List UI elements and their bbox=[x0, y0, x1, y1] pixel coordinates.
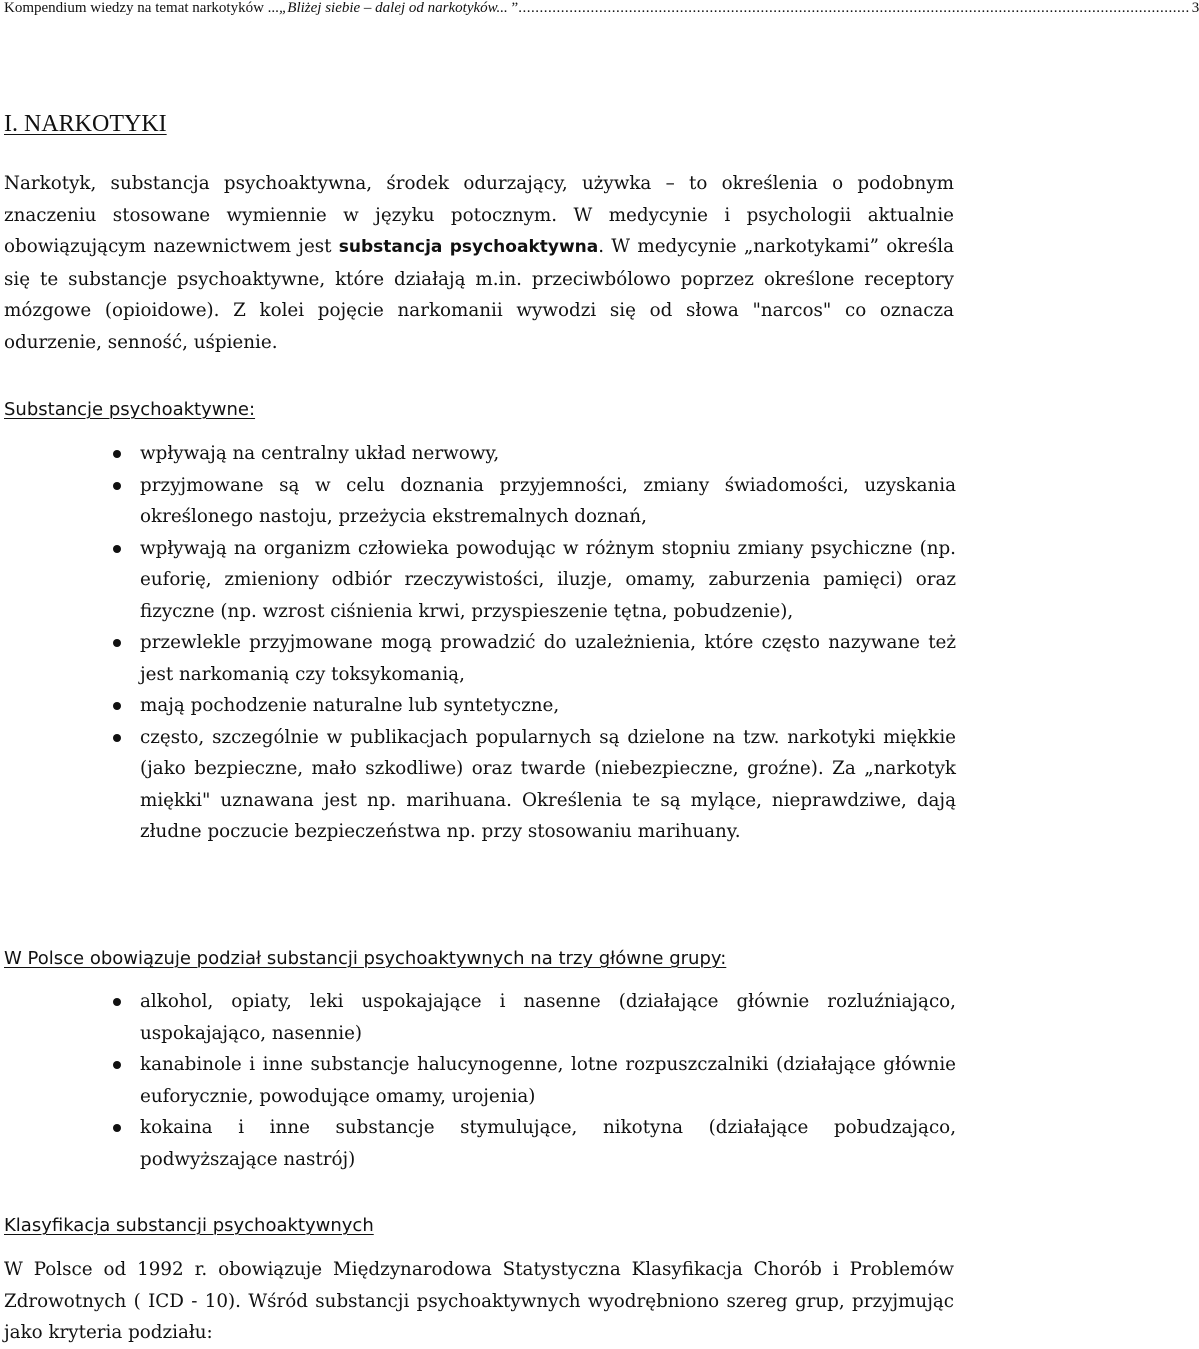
toc-entry-title: Kompendium wiedzy na temat narkotyków ...„Bliżej siebie – dalej od narkotyków... ” bbox=[4, 0, 519, 16]
list-item: przyjmowane są w celu doznania przyjemności, zmiany świadomości, uzyskania określonego nastoju, przeżycia ekstremalnych doznań, bbox=[0, 470, 956, 533]
psychoactive-heading: Substancje psychoaktywne: bbox=[4, 399, 256, 420]
list-item: wpływają na centralny układ nerwowy, bbox=[0, 438, 956, 470]
bullet-icon bbox=[113, 702, 121, 710]
bullet-icon bbox=[113, 482, 121, 490]
chapter-heading: I. NARKOTYKI bbox=[4, 111, 167, 137]
intro-term-bold: substancja psychoaktywna bbox=[338, 237, 599, 257]
bullet-icon bbox=[113, 545, 121, 553]
list-item: wpływają na organizm człowieka powodując w różnym stopniu zmiany psychiczne (np. euforię, zmieniony odbiór rzeczywistości, iluzje, omamy, zaburzenia pamięci) oraz fizyczne (np. wzrost ciśnienia krwi, przyspieszenie tętna, pobudzenie), bbox=[0, 533, 956, 628]
toc-entry[interactable] bbox=[4, 0, 1199, 18]
list-item: mają pochodzenie naturalne lub syntetyczne, bbox=[0, 690, 956, 722]
intro-text-part2: . W medycynie „narkotykami” określa się te substancje psychoaktywne, które działają m.in. przeciwbólowo poprzez określone receptory mózgowe (opioidowe). Z kolei pojęcie narkomanii wywodzi się od słowa "narcos" co oznacza odurzenie, senność, uśpienie. bbox=[4, 236, 954, 353]
classification-heading: Klasyfikacja substancji psychoaktywnych bbox=[4, 1215, 374, 1236]
list-item: alkohol, opiaty, leki uspokajające i nasenne (działające głównie rozluźniająco, uspokajająco, nasennie) bbox=[0, 986, 956, 1049]
psychoactive-list bbox=[0, 438, 956, 848]
list-item: kokaina i inne substancje stymulujące, nikotyna (działające pobudzająco, podwyższające nastrój) bbox=[0, 1112, 956, 1175]
list-item: kanabinole i inne substancje halucynogenne, lotne rozpuszczalniki (działające głównie euforycznie, powodujące omamy, urojenia) bbox=[0, 1049, 956, 1112]
classification-paragraph: W Polsce od 1992 r. obowiązuje Międzynarodowa Statystyczna Klasyfikacja Chorób i Problemów Zdrowotnych ( ICD - 10). Wśród substancji psychoaktywnych wyodrębniono szereg grup, przyjmując jako kryteria podziału: bbox=[4, 1259, 954, 1343]
bullet-icon bbox=[113, 1061, 121, 1069]
toc-page-number: 3 bbox=[1191, 0, 1199, 16]
bullet-icon bbox=[113, 1124, 121, 1132]
groups-heading: W Polsce obowiązuje podział substancji psychoaktywnych na trzy główne grupy: bbox=[4, 948, 727, 969]
groups-list bbox=[0, 986, 956, 1175]
bullet-icon bbox=[113, 639, 121, 647]
list-item: często, szczególnie w publikacjach popularnych są dzielone na tzw. narkotyki miękkie (jako bezpieczne, mało szkodliwe) oraz twarde (niebezpieczne, groźne). Za „narkotyk miękki" uznawana jest np. marihuana. Określenia te są mylące, nieprawdziwe, dają złudne poczucie bezpieczeństwa np. przy stosowaniu marihuany. bbox=[0, 722, 956, 848]
toc-dot-leader: .............................................................................................................................................................. bbox=[518, 0, 1190, 16]
bullet-icon bbox=[113, 450, 121, 458]
bullet-icon bbox=[113, 734, 121, 742]
list-item: przewlekle przyjmowane mogą prowadzić do uzależnienia, które często nazywane też jest narkomanią czy toksykomanią, bbox=[0, 627, 956, 690]
intro-paragraph bbox=[4, 168, 954, 358]
bullet-icon bbox=[113, 998, 121, 1006]
intro-text-part1: Narkotyk, substancja psychoaktywna, środek odurzający, używka – to określenia o podobnym znaczeniu stosowane wymiennie w języku potocznym. W medycynie i psychologii aktualnie obowiązującym nazewnictwem jest bbox=[4, 173, 954, 257]
